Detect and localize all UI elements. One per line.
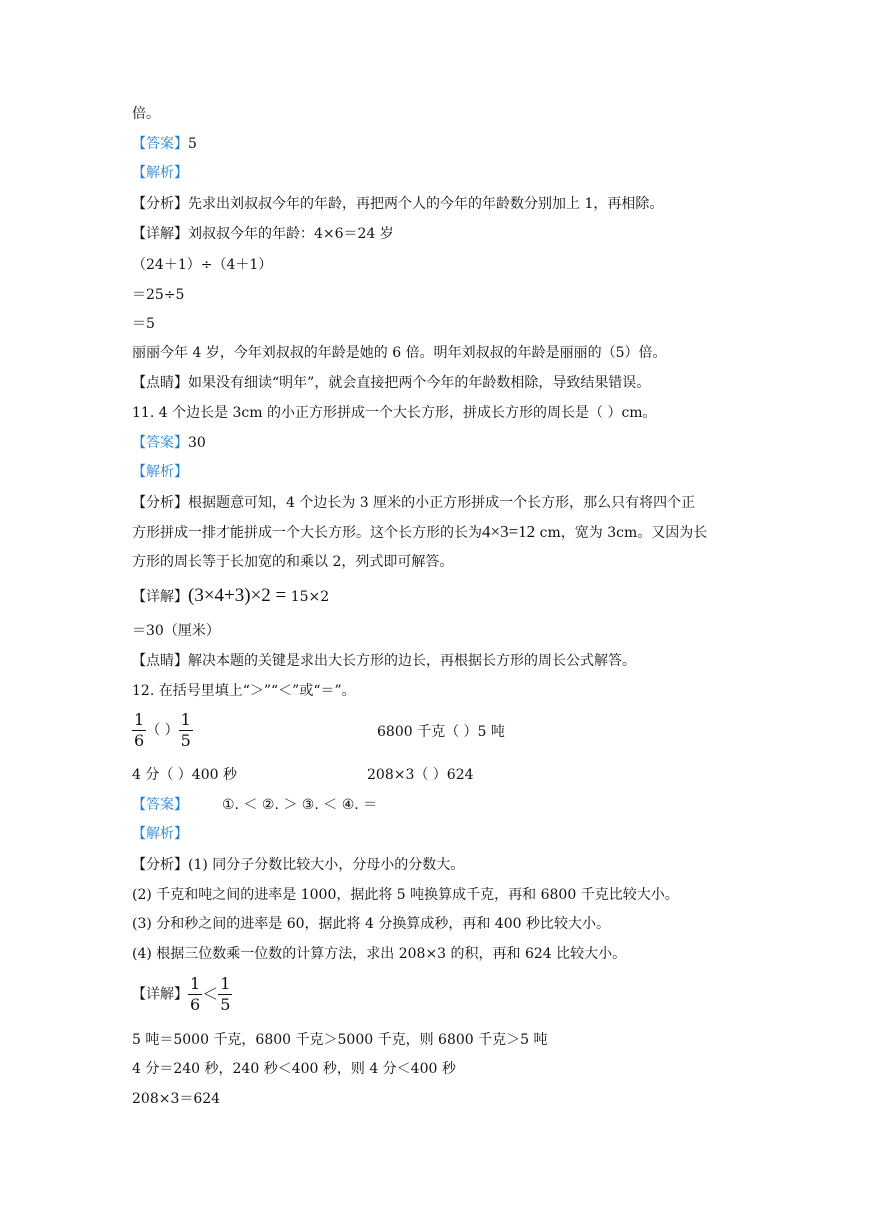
fraction xyxy=(218,976,232,1013)
fraction-denominator: 6 xyxy=(190,995,201,1014)
answer-value: 5 xyxy=(188,136,197,152)
text-segment: cm，宽为 3cm。又因为长 xyxy=(535,525,708,541)
answer-value: 30 xyxy=(188,435,206,451)
fraction-numerator: 1 xyxy=(220,974,231,993)
answer-value: ①. ＜ ②. ＞ ③. ＜ ④. ＝ xyxy=(222,797,378,813)
fraction-numerator: 1 xyxy=(190,974,201,993)
fraction xyxy=(188,976,202,1013)
analysis-tag: 【解析】 xyxy=(132,165,188,181)
text-line: 208×3＝624 xyxy=(132,1091,221,1107)
detail-tag: 【详解】 xyxy=(132,986,188,1003)
formula: 4×3=12 xyxy=(482,522,536,541)
q12-item-2: 6800 千克（ ）5 吨 xyxy=(377,724,505,740)
fraction-numerator: 1 xyxy=(180,710,191,729)
fraction xyxy=(179,712,193,749)
text-line: （24＋1）÷（4＋1） xyxy=(132,257,273,273)
text-line: 【分析】(1) 同分子分数比较大小，分母小的分数大。 xyxy=(132,857,465,873)
text-line: 5 吨＝5000 千克，6800 千克＞5000 千克，则 6800 千克＞5 吨 xyxy=(132,1032,548,1048)
answer-blank: （ ） xyxy=(146,722,179,739)
comparison-symbol: ＜ xyxy=(202,984,219,1004)
text-segment: 方形拼成一排才能拼成一个大长方形。这个长方形的长为 xyxy=(132,525,482,541)
answer-line xyxy=(132,433,206,453)
detail-line xyxy=(132,586,329,607)
formula: (3×4+3)×2 = xyxy=(188,585,287,606)
fraction-denominator: 5 xyxy=(220,995,231,1014)
fraction xyxy=(132,712,146,749)
answer-line xyxy=(132,134,197,154)
fraction-denominator: 5 xyxy=(180,731,191,750)
question-12: 12. 在括号里填上“＞”“＜”或“＝”。 xyxy=(132,683,356,699)
text-line: ＝5 xyxy=(132,316,155,332)
q12-item-1 xyxy=(132,712,193,749)
fraction-denominator: 6 xyxy=(134,731,145,750)
detail-line xyxy=(132,976,232,1013)
text-line: (2) 千克和吨之间的进率是 1000，据此将 5 吨换算成千克，再和 6800 千克比较大小。 xyxy=(132,887,679,903)
text-line xyxy=(132,522,707,543)
answer-tag: 【答案】 xyxy=(132,136,188,152)
text-line: 【分析】先求出刘叔叔今年的年龄，再把两个人的今年的年龄数分别加上 1，再相除。 xyxy=(132,196,664,212)
text-line: ＝30（厘米） xyxy=(132,623,220,639)
text-line: 4 分＝240 秒，240 秒＜400 秒，则 4 分＜400 秒 xyxy=(132,1061,456,1077)
fraction-numerator: 1 xyxy=(134,710,145,729)
answer-line xyxy=(132,795,377,815)
text-line: 丽丽今年 4 岁，今年刘叔叔的年龄是她的 6 倍。明年刘叔叔的年龄是丽丽的（5）倍。 xyxy=(132,345,667,361)
text-line: 方形的周长等于长加宽的和乘以 2，列式即可解答。 xyxy=(132,554,454,570)
q12-item-3: 4 分（ ）400 秒 xyxy=(132,767,237,783)
question-11: 11. 4 个边长是 3cm 的小正方形拼成一个大长方形，拼成长方形的周长是（ ）cm。 xyxy=(132,405,657,421)
answer-tag: 【答案】 xyxy=(132,435,188,451)
answer-tag: 【答案】 xyxy=(132,797,188,813)
text-line: 【点睛】如果没有细读“明年”，就会直接把两个今年的年龄数相除，导致结果错误。 xyxy=(132,375,651,391)
text-line: 【分析】根据题意可知，4 个边长为 3 厘米的小正方形拼成一个长方形，那么只有将四个正 xyxy=(132,495,696,511)
analysis-tag: 【解析】 xyxy=(132,826,188,842)
analysis-tag: 【解析】 xyxy=(132,464,188,480)
text-line: 【点睛】解决本题的关键是求出大长方形的边长，再根据长方形的周长公式解答。 xyxy=(132,653,636,669)
q12-item-4: 208×3（ ）624 xyxy=(367,767,474,783)
text-line: 倍。 xyxy=(132,106,160,122)
text-line: (3) 分和秒之间的进率是 60，据此将 4 分换算成秒，再和 400 秒比较大小。 xyxy=(132,916,610,932)
text-line: 【详解】刘叔叔今年的年龄：4×6＝24 岁 xyxy=(132,226,394,242)
text-segment: 15×2 xyxy=(286,589,330,605)
text-line: (4) 根据三位数乘一位数的计算方法，求出 208×3 的积，再和 624 比较大小。 xyxy=(132,946,627,962)
detail-tag: 【详解】 xyxy=(132,589,188,605)
text-line: ＝25÷5 xyxy=(132,287,185,303)
